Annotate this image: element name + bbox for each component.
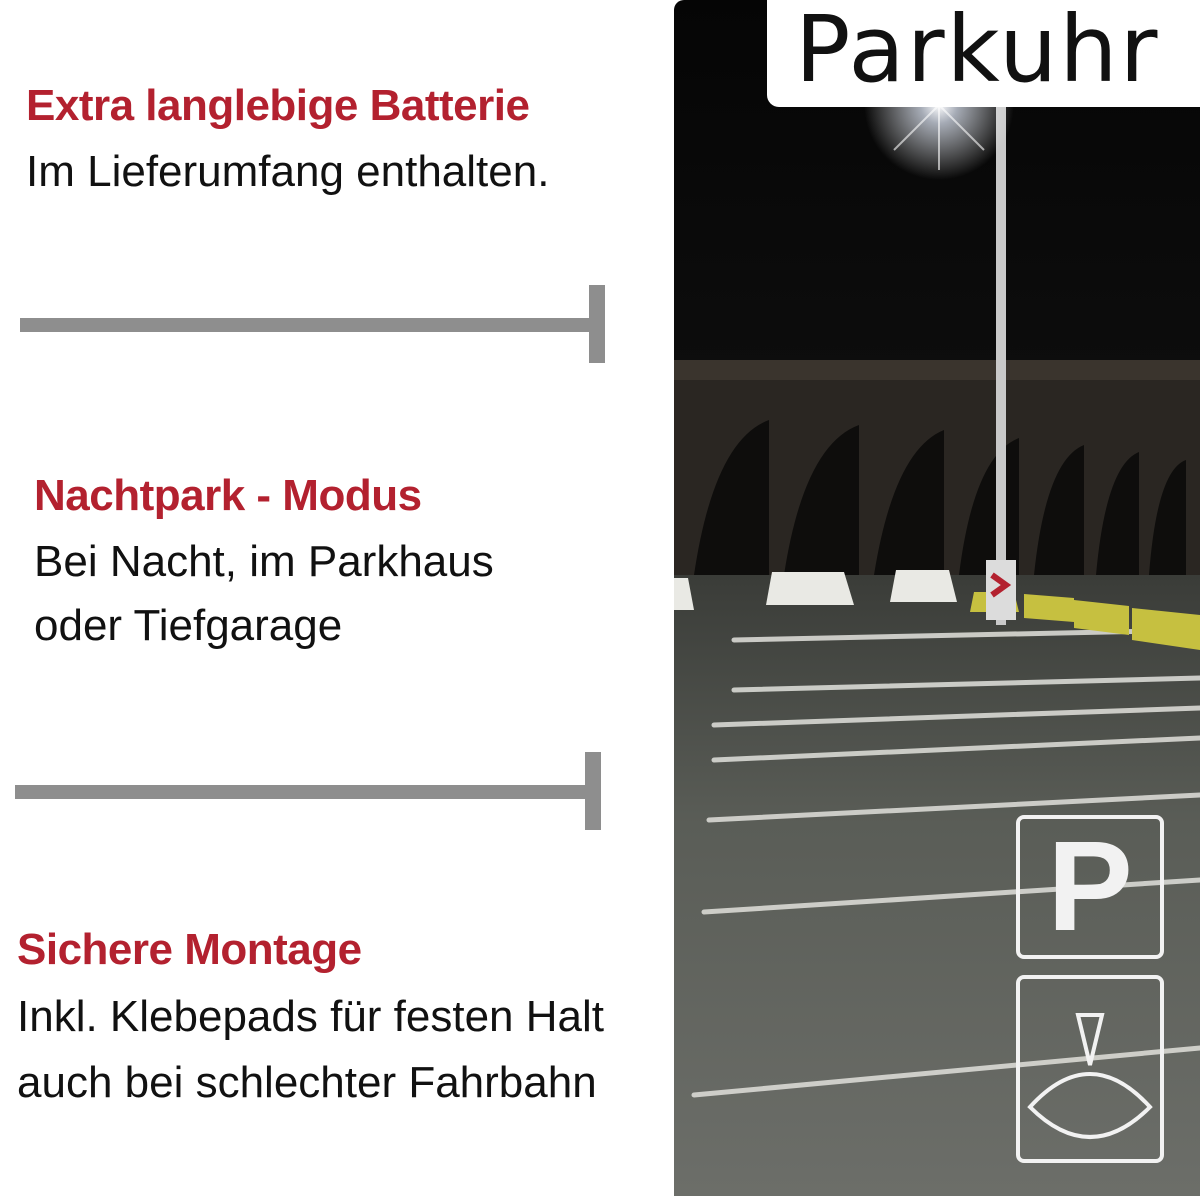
feature-description: Im Lieferumfang enthalten. <box>26 147 550 196</box>
feature-title: Extra langlebige Batterie <box>26 81 530 130</box>
feature-description: Inkl. Klebepads für festen Halt auch bei schlechter Fahrbahn <box>17 992 604 1107</box>
feature-description: Bei Nacht, im Parkhaus oder Tiefgarage <box>34 537 494 650</box>
divider-end-cap <box>585 752 601 830</box>
parking-disc-icon <box>1016 975 1164 1163</box>
parking-sign-icon <box>1016 815 1164 959</box>
product-title-box <box>767 0 1200 107</box>
parking-sign-letter: P <box>1047 815 1133 958</box>
divider <box>15 785 601 799</box>
divider-end-cap <box>589 285 605 363</box>
feature-mounting <box>17 924 604 1116</box>
feature-battery <box>26 80 549 204</box>
divider <box>20 318 605 332</box>
product-title: Parkuhr <box>795 0 1160 103</box>
feature-night-mode <box>34 470 494 658</box>
feature-title: Nachtpark - Modus <box>34 471 422 520</box>
feature-title: Sichere Montage <box>17 925 362 974</box>
